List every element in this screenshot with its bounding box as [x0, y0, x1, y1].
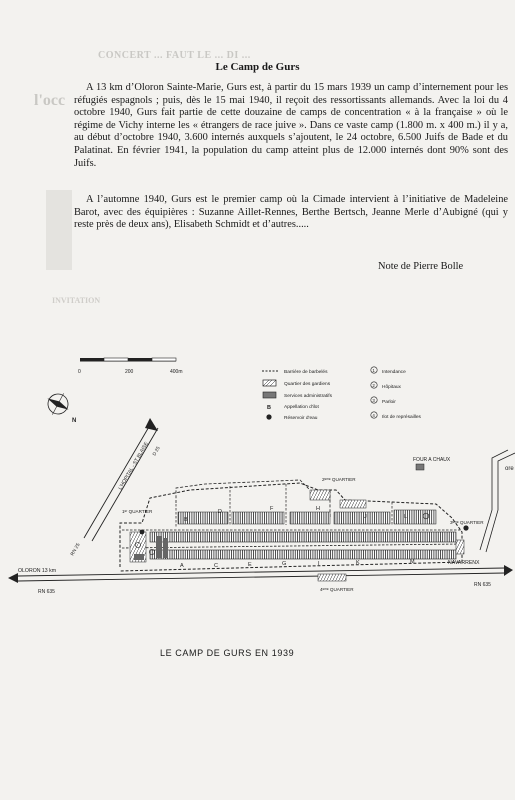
road-label: D 25 [151, 445, 161, 457]
bleed-through-text: INVITATION [52, 296, 101, 305]
paragraph: A l’automne 1940, Gurs est le premier camp où la Cimade intervient à l’initiative de Madeleine Barot, avec des équipières : Suzanne Aillet-Rennes, Berthe Bertsch, Jeanne Merle d’Aubigné (qui y reste près de deux ans), Elisabeth Schmidt et d’autres..... [74, 194, 508, 231]
ilot-label: G [282, 561, 287, 567]
ilot-label: L [404, 514, 408, 520]
road-label: RN 25 [70, 542, 82, 557]
north-label: N [72, 418, 77, 424]
paragraph: A 13 km d’Oloron Sainte-Marie, Gurs est, à partir du 15 mars 1939 un camp d’internement pour les réfugiés espagnols ; puis, dès le 15 mai 1940, il reçoit des ressortissants allemands. Avec la loi du 4 octobre 1940, Gurs fait partie de cette douzaine de camps de concentration « à la française » où le régime de Vichy interne les « étrangers de race juive ». Dans ce vaste camp (1.800 m. x 400 m.) il y a, au début d’octobre 1940, 3.600 internés auxquels s’ajoutent, le 24 octobre, 6.500 Juifs de Bade et du Palatinat. En février 1941, la population du camp atteint plus de 12.000 internés dont 90% sont des Juifs. [74, 82, 508, 169]
legend-symbol: B [267, 405, 271, 411]
page-title: Le Camp de Gurs [215, 61, 300, 73]
four-label: FOUR A CHAUX [413, 457, 451, 463]
legend-label: Barrière de barbelés [284, 370, 328, 375]
scale-label: 200 [125, 369, 134, 375]
ilot-label: F [270, 506, 274, 512]
legend-label: Ilot de représailles [382, 415, 421, 420]
water-tank-icon [266, 414, 271, 419]
legend-label: Parloir [382, 400, 396, 405]
legend-number: 1 [372, 368, 375, 373]
legend-label: Services administratifs [284, 394, 332, 399]
ilot-label: D [218, 509, 222, 515]
scale-bar [78, 358, 183, 375]
ilot-label: K [356, 560, 360, 566]
ilot-label: I [318, 561, 320, 567]
water-tank-icon [463, 525, 468, 530]
bleed-through-text: CONCERT ... FAUT LE ... DI ... [98, 50, 251, 61]
ilot-label: C [214, 563, 218, 569]
legend-number: 4 [372, 413, 375, 418]
road-label: RN 635 [474, 582, 491, 588]
legend-label: Hôpitaux [382, 385, 401, 390]
road-label: L'HOPITAL - ST BLAISE [117, 441, 150, 491]
ilot-label: M [410, 559, 415, 565]
quarter-label: 1ᵉʳ QUARTIER [122, 509, 153, 514]
road-label: OLORON 13 km [18, 568, 57, 574]
quarter-label: 3ᵉᵐᵉ QUARTIER [450, 520, 484, 525]
north-arrow-icon [42, 388, 74, 420]
map-title: LE CAMP DE GURS EN 1939 [160, 648, 295, 658]
ilot-label: J [364, 514, 367, 520]
legend-number: 3 [372, 398, 375, 403]
camp-map-drawing [0, 340, 515, 670]
bleed-through-shade [46, 190, 72, 270]
legend-number: 2 [372, 383, 375, 388]
water-tank-icon [140, 530, 145, 535]
scale-label: 400m [170, 369, 183, 375]
bleed-through-text: l'occ [34, 92, 66, 109]
scale-label: 0 [78, 369, 81, 375]
ilot-label: E [248, 562, 252, 568]
road-label: NAVARRENX [448, 560, 480, 566]
camp-map [0, 340, 515, 670]
quarter-label: 2ᵉᵐᵉ QUARTIER [322, 477, 356, 482]
legend-label: Intendance [382, 370, 406, 375]
quarter-label: 4ᵉᵐᵉ QUARTIER [320, 587, 354, 592]
road-label: RN 635 [38, 589, 55, 595]
ilot-label: H [316, 506, 320, 512]
author-note: Note de Pierre Bolle [378, 261, 464, 272]
ilot-label: A [180, 563, 184, 569]
legend [262, 367, 422, 421]
legend-label: Appellation d'ilot [284, 405, 319, 410]
road-rn635 [8, 560, 513, 595]
road-hopital [70, 418, 161, 557]
legend-label: Quartier des gardiens [284, 382, 331, 387]
ilot-label: B [184, 517, 188, 523]
edge-label: ore [505, 466, 514, 472]
legend-label: Réservoir d'eau [284, 416, 318, 421]
